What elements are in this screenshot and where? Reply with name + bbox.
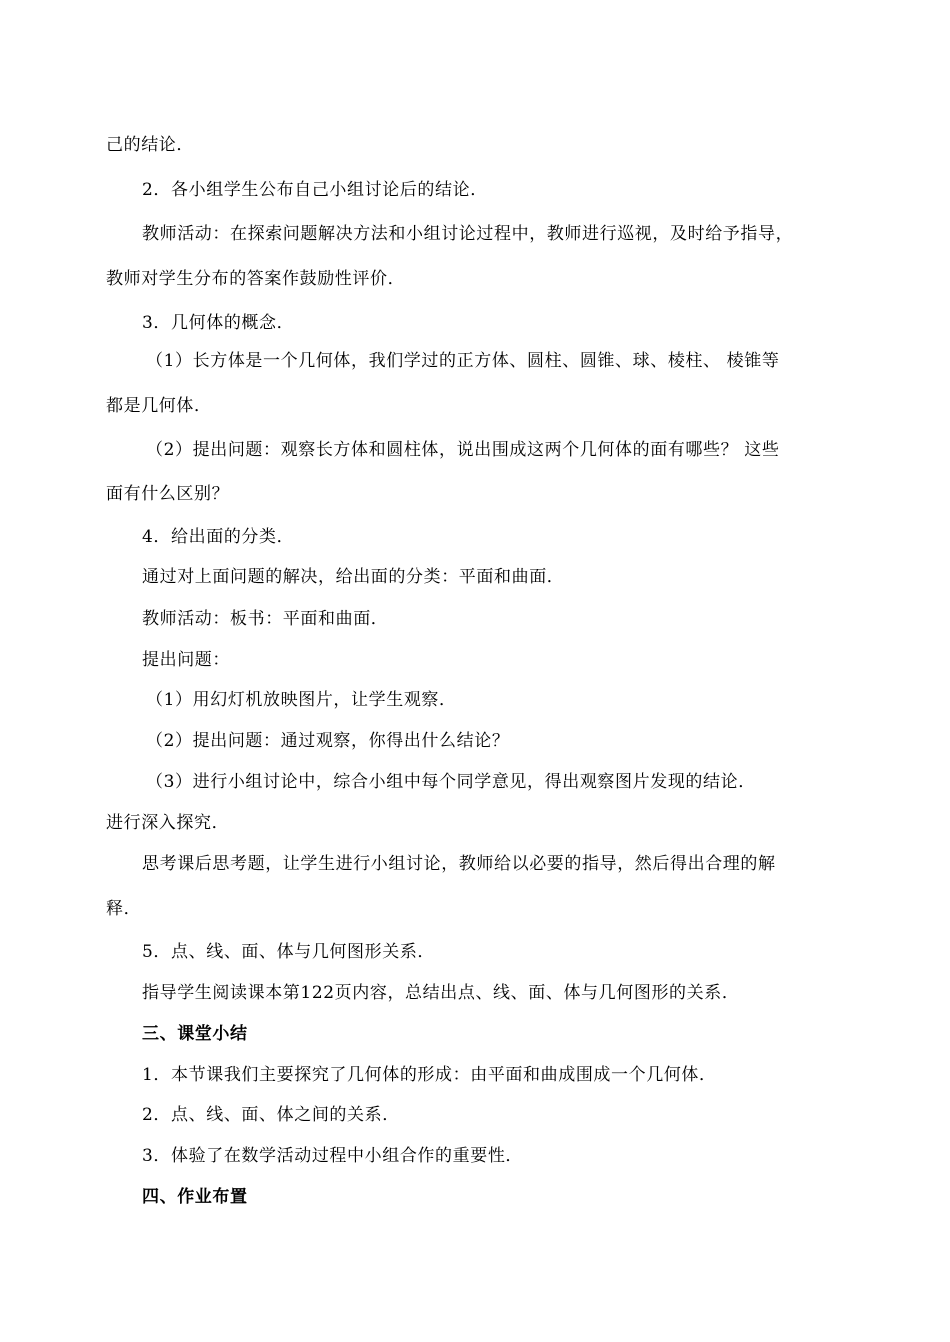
text-line: 教师对学生分布的答案作鼓励性评价． [106, 269, 406, 289]
text-line: 指导学生阅读课本第122页内容，总结出点、线、面、体与几何图形的关系． [142, 983, 740, 1003]
text-line: 2．各小组学生公布自己小组讨论后的结论． [142, 180, 488, 200]
text-line: 教师活动：在探索问题解决方法和小组讨论过程中，教师进行巡视，及时给予指导， [142, 224, 794, 244]
text-line: 己的结论． [106, 135, 194, 155]
text-line: （2）提出问题：观察长方体和圆柱体，说出围成这两个几何体的面有哪些？ 这些 [146, 440, 780, 460]
text-line: 进行深入探究． [106, 813, 230, 833]
text-line: 5．点、线、面、体与几何图形关系． [142, 942, 436, 962]
text-line: 1．本节课我们主要探究了几何体的形成：由平面和曲成围成一个几何体． [142, 1065, 717, 1085]
text-line: 提出问题： [142, 650, 230, 670]
text-line: 3．几何体的概念． [142, 313, 295, 333]
text-line: （1）用幻灯机放映图片，让学生观察． [146, 690, 457, 710]
text-line: 3．体验了在数学活动过程中小组合作的重要性． [142, 1146, 524, 1166]
text-line: 4．给出面的分类． [142, 527, 295, 547]
section-heading: 三、课堂小结 [142, 1024, 248, 1044]
text-line: （2）提出问题：通过观察，你得出什么结论？ [146, 731, 510, 751]
text-line: 面有什么区别？ [106, 484, 230, 504]
text-line: 教师活动：板书：平面和曲面． [142, 609, 389, 629]
text-line: 通过对上面问题的解决，给出面的分类：平面和曲面． [142, 567, 565, 587]
text-line: 2．点、线、面、体之间的关系． [142, 1105, 400, 1125]
text-line: 都是几何体． [106, 396, 212, 416]
text-line: 思考课后思考题，让学生进行小组讨论，教师给以必要的指导，然后得出合理的解 [142, 854, 776, 874]
text-line: 释． [106, 899, 142, 919]
text-line: （1）长方体是一个几何体，我们学过的正方体、圆柱、圆锥、球、棱柱、 棱锥等 [146, 351, 780, 371]
text-line: （3）进行小组讨论中，综合小组中每个同学意见，得出观察图片发现的结论． [146, 772, 756, 792]
section-heading: 四、作业布置 [142, 1187, 248, 1207]
